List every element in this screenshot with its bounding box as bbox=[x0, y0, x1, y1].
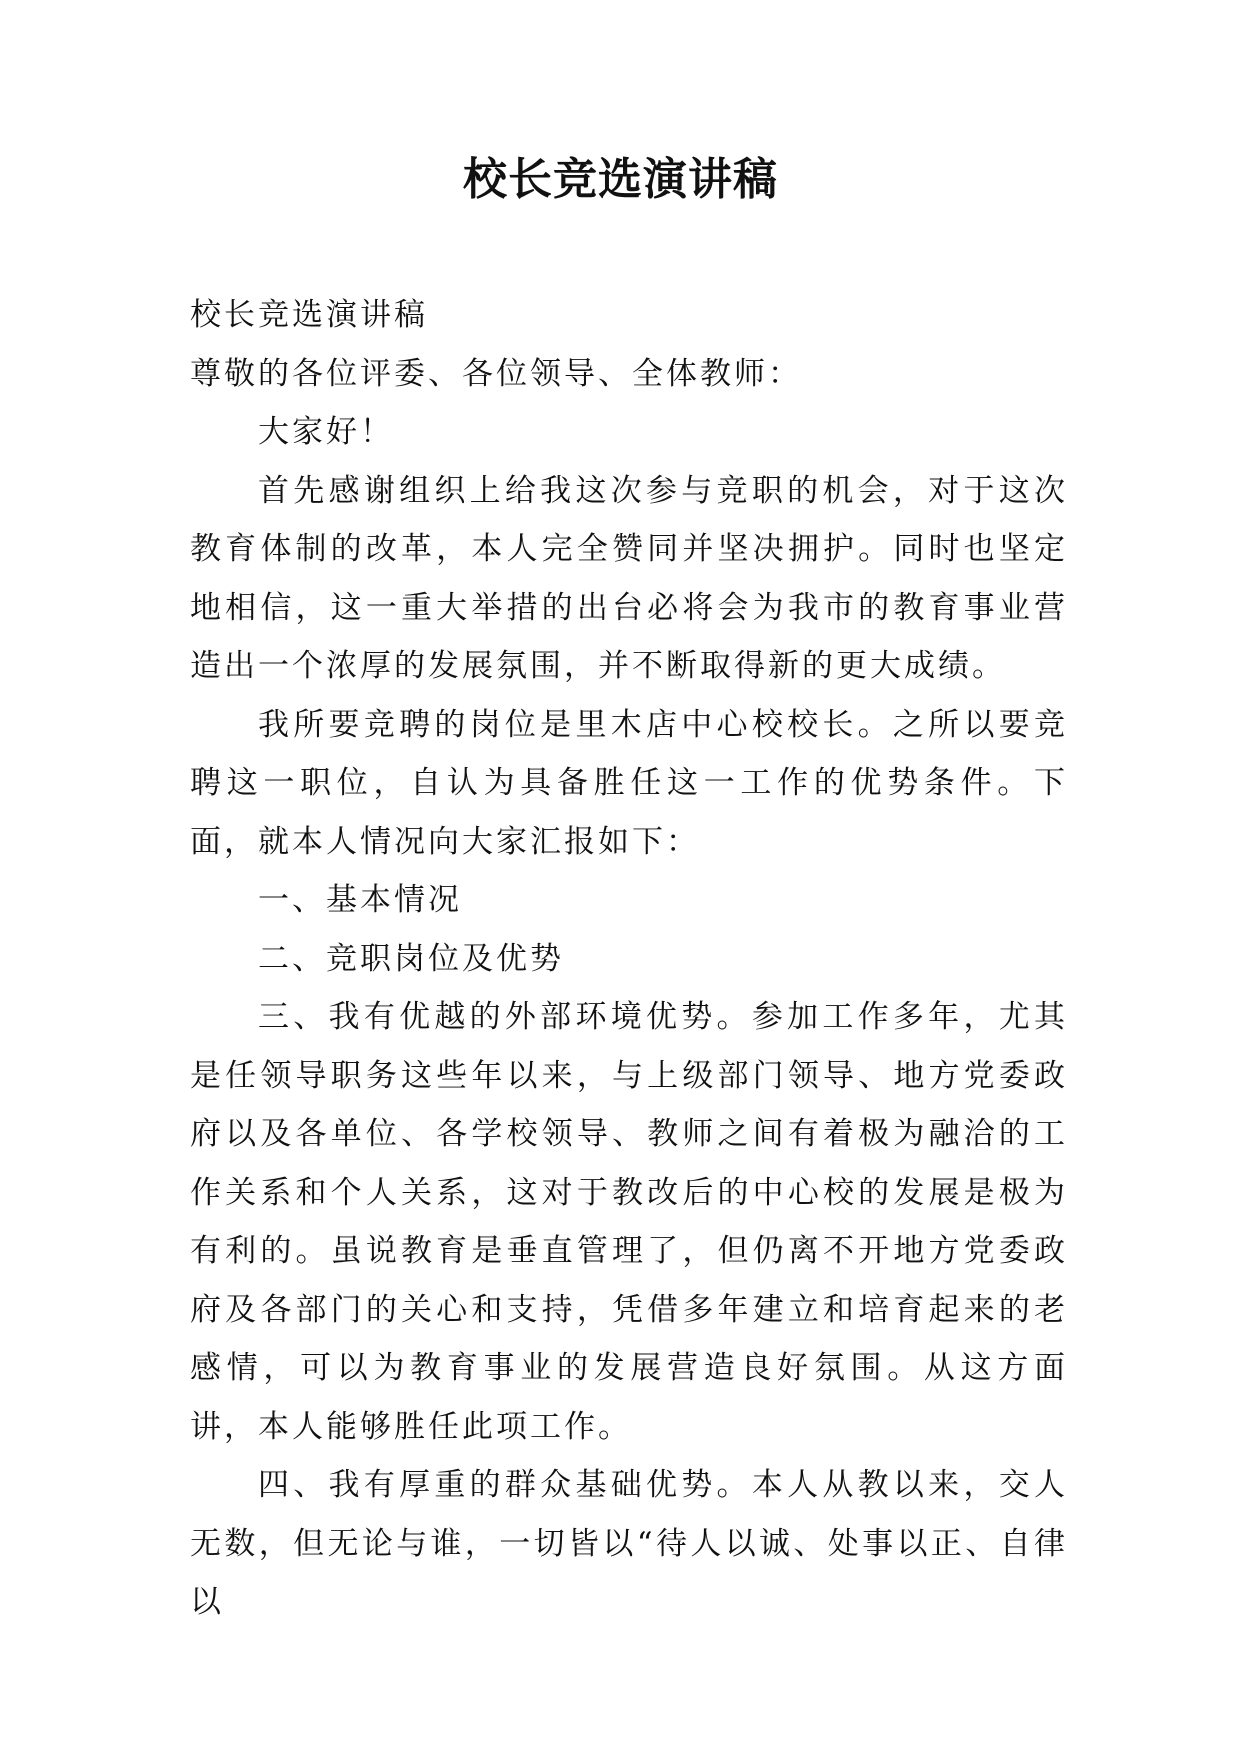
paragraph-section-one: 一、基本情况 bbox=[258, 882, 462, 918]
paragraph-thanks: 首先感谢组织上给我这次参与竞职的机会，对于这次教育体制的改革，本人完全赞同并坚决拥护。同时也坚定地相信，这一重大举措的出台必将会为我市的教育事业营造出一个浓厚的发展氛围，并不断取得新的更大成绩。 bbox=[190, 472, 1068, 684]
paragraph-section-three: 三、我有优越的外部环境优势。参加工作多年，尤其是任领导职务这些年以来，与上级部门领导、地方党委政府以及各单位、各学校领导、教师之间有着极为融洽的工作关系和个人关系，这对于教改后的中心校的发展是极为有利的。虽说教育是垂直管理了，但仍离不开地方党委政府及各部门的关心和支持，凭借多年建立和培育起来的老感情，可以为教育事业的发展营造良好氛围。从这方面讲，本人能够胜任此项工作。 bbox=[190, 999, 1068, 1445]
paragraph-heading-repeat: 校长竞选演讲稿 bbox=[190, 297, 428, 333]
document-body bbox=[190, 286, 1068, 1632]
paragraph-position: 我所要竞聘的岗位是里木店中心校校长。之所以要竞聘这一职位，自认为具备胜任这一工作的优势条件。下面，就本人情况向大家汇报如下： bbox=[190, 706, 1068, 860]
paragraph-section-two: 二、竞职岗位及优势 bbox=[258, 940, 564, 977]
paragraph-greeting: 大家好！ bbox=[258, 414, 394, 450]
paragraph-section-four: 四、我有厚重的群众基础优势。本人从教以来，交人无数，但无论与谁，一切皆以“待人以诚、处事以正、自律以 bbox=[190, 1467, 1068, 1620]
paragraph-salutation: 尊敬的各位评委、各位领导、全体教师： bbox=[190, 355, 802, 392]
document-title: 校长竞选演讲稿 bbox=[463, 154, 778, 205]
